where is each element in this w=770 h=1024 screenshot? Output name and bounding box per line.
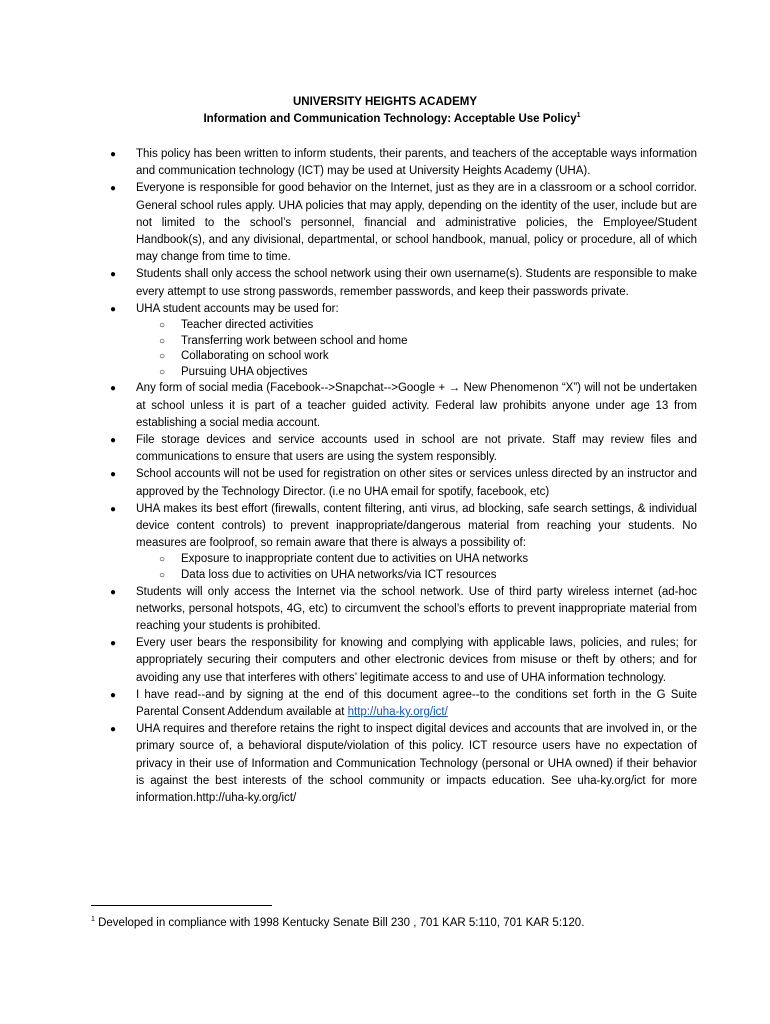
sub-list-item: [136, 552, 697, 568]
bullet-icon: ●: [110, 469, 117, 481]
policy-item-text: File storage devices and service accounts used in school are not private. Staff may review files and communications to ensure that users are using the system responsibly.: [136, 434, 697, 464]
policy-item-text: Everyone is responsible for good behavior on the Internet, just as they are in a classroom or a school corridor. General school rules apply. UHA policies that may apply, depending on the identity of the user, include but are not limited to the school’s personnel, financial and administrative policies, the Employee/Student Handbook(s), and any divisional, departmental, or school handbook, manual, policy or procedure, all of which may change from time to time.: [136, 182, 697, 264]
sub-list-item-text: Pursuing UHA objectives: [181, 365, 308, 378]
policy-item: [109, 180, 697, 266]
footnote-reference[interactable]: 1: [576, 112, 581, 120]
sub-list-item: [136, 334, 697, 350]
bullet-icon: ●: [110, 183, 117, 195]
document-subtitle: [0, 111, 770, 127]
sub-list-item: [136, 349, 697, 365]
sub-bullet-icon: ○: [159, 366, 166, 378]
bullet-icon: ●: [110, 269, 117, 281]
bullet-icon: ●: [110, 638, 117, 650]
policy-item: [109, 466, 697, 500]
policy-item-text: Every user bears the responsibility for knowing and complying with applicable laws, policies, and rules; for appropriately securing their computers and other electronic devices from misuse or theft by others; and for avoiding any use that interferes with others’ legitimate access to and use of UHA information technology.: [136, 637, 697, 684]
sub-list-item-text: Data loss due to activities on UHA networks/via ICT resources: [181, 569, 497, 582]
policy-item: [109, 146, 697, 180]
policy-item: [109, 687, 697, 721]
bullet-icon: ●: [110, 149, 117, 160]
footnote-text: Developed in compliance with 1998 Kentucky Senate Bill 230 , 701 KAR 5:110, 701 KAR 5:120.: [94, 917, 585, 929]
bullet-icon: ●: [110, 586, 117, 598]
sub-list-item-text: Exposure to inappropriate content due to activities on UHA networks: [181, 553, 529, 566]
bullet-icon: ●: [110, 303, 117, 315]
bullet-icon: ●: [110, 503, 117, 515]
policy-item-text: UHA student accounts may be used for:: [136, 302, 339, 315]
policy-list: [109, 146, 697, 807]
bullet-icon: ●: [110, 383, 117, 395]
sub-bullet-icon: ○: [159, 554, 166, 566]
sub-bullet-icon: ○: [159, 335, 166, 347]
policy-item: [109, 721, 697, 807]
footnote: [91, 915, 584, 931]
footnote-divider: [91, 905, 272, 906]
policy-link[interactable]: http://uha-ky.org/ict/: [347, 706, 448, 719]
policy-item: [109, 635, 697, 687]
sub-list-item: [136, 568, 697, 584]
policy-item-text: Students will only access the Internet via the school network. Use of third party wireless internet (ad-hoc networks, personal hotspots, 4G, etc) to circumvent the school’s efforts to prevent inappropriate material from reaching your students is prohibited.: [136, 585, 697, 633]
document-title: UNIVERSITY HEIGHTS ACADEMY: [292, 96, 478, 108]
bullet-icon: ●: [110, 689, 117, 701]
sub-list-item: [136, 365, 697, 381]
subtitle-text: Information and Communication Technology: Acceptable Use Policy: [203, 113, 577, 125]
bullet-icon: ●: [110, 435, 117, 447]
footnote-marker: 1: [91, 916, 95, 924]
policy-item: [109, 380, 697, 432]
policy-item: [109, 432, 697, 466]
sub-bullet-icon: ○: [159, 351, 166, 363]
policy-item: [109, 584, 697, 636]
policy-item-text: UHA requires and therefore retains the right to inspect digital devices and accounts that are involved in, or the primary source of, a behavioral dispute/violation of this policy. ICT resource users have no expectation of privacy in their use of Information and Communication Technology (personal or UHA owned) if their behavior is against the best interests of the school community or impacts education. See uha-ky.org/ict for more information.http://uha-ky.org/ict/: [136, 723, 697, 805]
policy-item: [109, 266, 697, 300]
sub-bullet-icon: ○: [159, 570, 166, 582]
policy-item-text: UHA makes its best effort (firewalls, content filtering, anti virus, ad blocking, safe search settings, & individual device content controls) to prevent inappropriate/dangerous material from reaching your students. No measures are foolproof, so remain aware that there is always a possibility of:: [136, 502, 697, 550]
policy-item-text: Any form of social media (Facebook-->Snapchat-->Google + → New Phenomenon “X”) will not be undertaken at school unless it is part of a teacher guided activity. Federal law prohibits anyone under age 13 from establishing a social media account.: [136, 382, 697, 429]
policy-item: [109, 501, 697, 584]
sub-list: [136, 318, 697, 380]
policy-item: [109, 301, 697, 381]
policy-item-text: School accounts will not be used for registration on other sites or services unless directed by an instructor and approved by the Technology Director. (i.e no UHA email for spotify, facebook, etc): [136, 468, 697, 498]
policy-item-text: Students shall only access the school network using their own username(s). Students are responsible to make every attempt to use strong passwords, remember passwords, and keep their passwords private.: [136, 268, 697, 298]
sub-bullet-icon: ○: [159, 320, 166, 332]
sub-list-item: [136, 318, 697, 334]
sub-list-item-text: Transferring work between school and home: [181, 334, 408, 347]
bullet-icon: ●: [110, 724, 117, 736]
sub-list-item-text: Collaborating on school work: [181, 350, 329, 363]
policy-body: [109, 146, 697, 807]
sub-list: [136, 552, 697, 583]
policy-item-text: I have read--and by signing at the end of this document agree--to the conditions set forth in the G Suite Parental Consent Addendum available at: [136, 688, 697, 719]
sub-list-item-text: Teacher directed activities: [181, 319, 314, 332]
policy-item-text: This policy has been written to inform students, their parents, and teachers of the acceptable ways information and communication technology (ICT) may be used at University Heights Academy (UHA).: [136, 148, 697, 178]
